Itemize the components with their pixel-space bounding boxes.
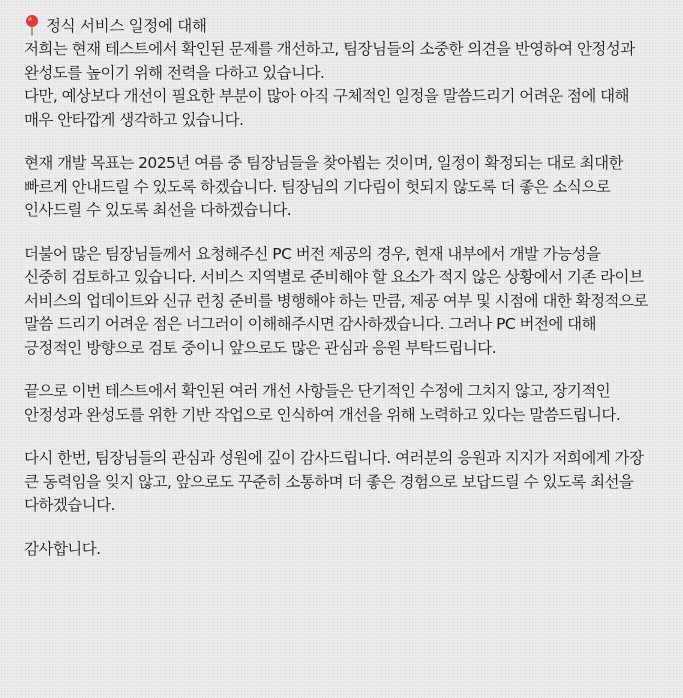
closing-line: 감사합니다.	[24, 539, 101, 558]
paragraph-line: 매우 안타깝게 생각하고 있습니다.	[24, 110, 244, 129]
paragraph-line: 말씀 드리기 어려운 점은 너그러이 이해해주시면 감사하겠습니다. 그러나 PC 버전에 대해	[24, 315, 597, 333]
round-pushpin-icon	[24, 14, 40, 36]
paragraph-line: 긍정적인 방향으로 검토 중이니 앞으로도 많은 관심과 응원 부탁드립니다.	[24, 338, 497, 357]
notice-title-row	[24, 12, 669, 38]
paragraph-1	[24, 38, 669, 132]
paragraph-line: 다하겠습니다.	[24, 496, 115, 514]
paragraph-line: 신중히 검토하고 있습니다. 서비스 지역별로 준비해야 할 요소가 적지 않은 상황에서 기존 라이브	[24, 268, 644, 286]
paragraph-line: 안정성과 완성도를 위한 기반 작업으로 인식하여 개선을 위해 노력하고 있다는 말씀드립니다.	[24, 405, 621, 424]
paragraph-line: 더불어 많은 팀장님들께서 요청해주신 PC 버전 제공의 경우, 현재 내부에서 개발 가능성을	[24, 244, 601, 263]
paragraph-5	[24, 447, 669, 518]
paragraph-4	[24, 380, 669, 427]
paragraph-closing	[24, 538, 669, 562]
paragraph-line: 인사드릴 수 있도록 최선을 다하겠습니다.	[24, 201, 292, 219]
paragraph-line: 다시 한번, 팀장님들의 관심과 성원에 깊이 감사드립니다. 여러분의 응원과 지지가 저희에게 가장	[24, 449, 644, 467]
paragraph-line: 서비스의 업데이트와 신규 런칭 준비를 병행해야 하는 만큼, 제공 여부 및 시점에 대한 확정적으로	[24, 291, 648, 310]
paragraph-line: 완성도를 높이기 위해 전력을 다하고 있습니다.	[24, 63, 325, 82]
paragraph-line: 끝으로 이번 테스트에서 확인된 여러 개선 사항들은 단기적인 수정에 그치지 않고, 장기적인	[24, 382, 611, 400]
notice-title: 정식 서비스 일정에 대해	[46, 17, 207, 35]
paragraph-line: 현재 개발 목표는 2025년 여름 중 팀장님들을 찾아뵙는 것이며, 일정이 확정되는 대로 최대한	[24, 154, 623, 172]
paragraph-line: 큰 동력임을 잊지 않고, 앞으로도 꾸준히 소통하며 더 좋은 경험으로 보답드릴 수 있도록 최선을	[24, 472, 634, 491]
paragraph-3	[24, 243, 669, 361]
paragraph-2	[24, 152, 669, 223]
paragraph-line: 빠르게 안내드릴 수 있도록 하겠습니다. 팀장님의 기다림이 헛되지 않도록 더 좋은 소식으로	[24, 177, 611, 196]
paragraph-line: 다만, 예상보다 개선이 필요한 부분이 많아 아직 구체적인 일정을 말씀드리기 어려운 점에 대해	[24, 87, 629, 105]
paragraph-line: 저희는 현재 테스트에서 확인된 문제를 개선하고, 팀장님들의 소중한 의견을 반영하여 안정성과	[24, 40, 635, 58]
